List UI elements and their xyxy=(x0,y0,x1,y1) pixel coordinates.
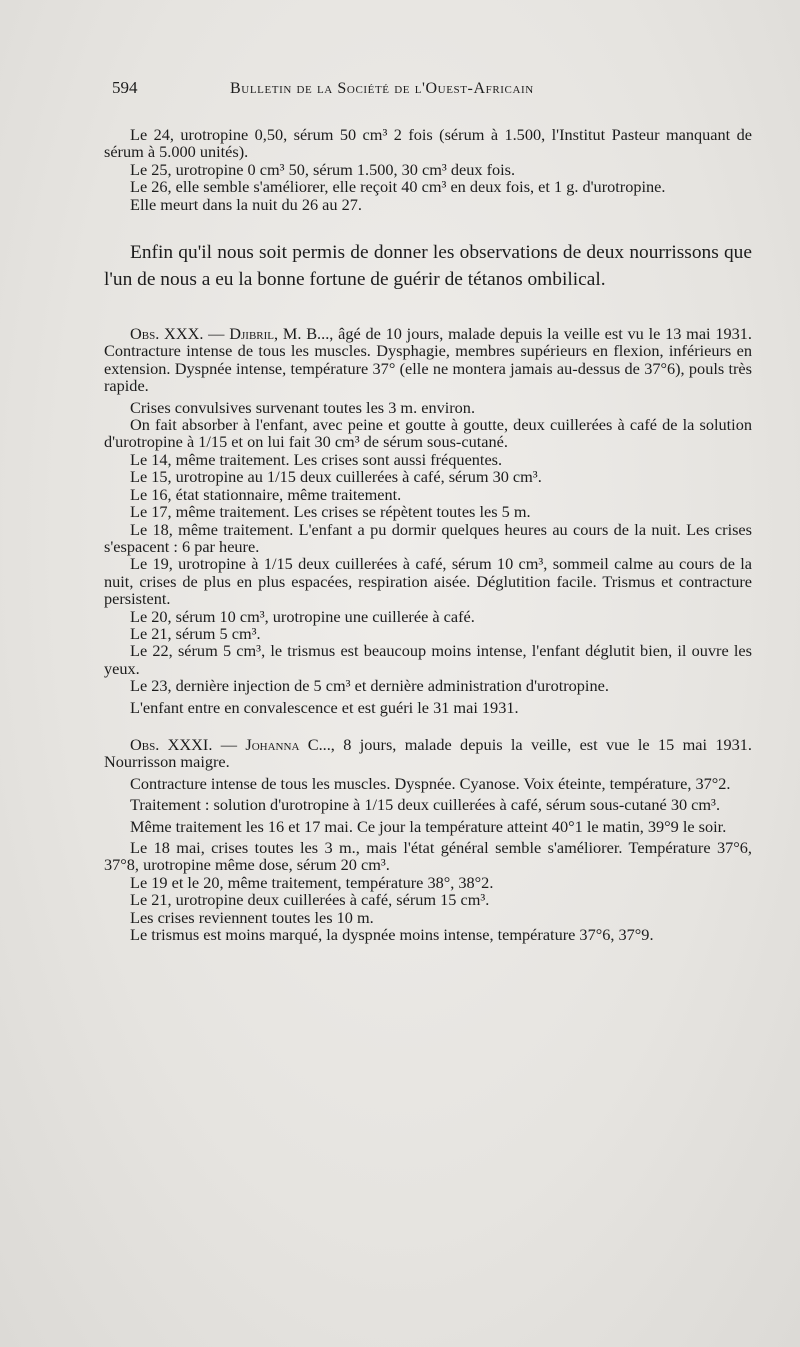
case-end-paragraph: Le 24, urotropine 0,50, sérum 50 cm³ 2 fois (sérum à 1.500, l'Institut Pasteur manquant de sérum à 5.000 unités). xyxy=(104,125,752,162)
obs31-paragraph: Le trismus est moins marqué, la dyspnée moins intense, température 37°6, 37°9. xyxy=(130,925,654,945)
obs31-paragraph: Les crises reviennent toutes les 10 m. xyxy=(130,907,374,927)
case-end-paragraph: Le 25, urotropine 0 cm³ 50, sérum 1.500, 30 cm³ deux fois. xyxy=(130,159,516,179)
obs31-label: Obs. XXXI. — xyxy=(130,734,238,754)
obs31-opening-text: C..., 8 jours, malade depuis la veille, est vue le 15 mai 1931. Nourrisson maigre. xyxy=(104,734,752,772)
obs30-paragraph: Crises convulsives survenant toutes les 3 m. environ. xyxy=(130,397,476,417)
obs30-paragraph: On fait absorber à l'enfant, avec peine et goutte à goutte, deux cuillerées à café de la solution d'urotropine à 1/15 et on lui fait 30 cm³ de sérum sous-cutané. xyxy=(104,415,752,452)
obs30-opening-text: , M. B..., âgé de 10 jours, malade depuis la veille est vu le 13 mai 1931. Contracture intense de tous les muscles. Dysphagie, membres supérieurs en flexion, inférieurs en extension. Dyspnée intense, température 37° (elle ne montera jamais au-dessus de 37°6), pouls très rapide. xyxy=(104,324,752,396)
running-title: Bulletin de la Société de l'Ouest-Africain xyxy=(230,80,534,97)
obs30-paragraph: Le 23, dernière injection de 5 cm³ et dernière administration d'urotropine. xyxy=(130,676,609,696)
obs31-opening xyxy=(104,736,752,771)
obs30-paragraph: Le 22, sérum 5 cm³, le trismus est beaucoup moins intense, l'enfant déglutit bien, il ouvre les yeux. xyxy=(104,641,752,678)
obs31-paragraph: Même traitement les 16 et 17 mai. Ce jour la température atteint 40°1 le matin, 39°9 le soir. xyxy=(130,816,727,836)
obs30-paragraph: Le 15, urotropine au 1/15 deux cuillerées à café, sérum 30 cm³. xyxy=(130,467,542,487)
obs30-paragraph: L'enfant entre en convalescence et est guéri le 31 mai 1931. xyxy=(130,697,519,717)
obs30-paragraph: Le 19, urotropine à 1/15 deux cuillerées à café, sérum 10 cm³, sommeil calme au cours de la nuit, crises de plus en plus espacées, respiration aisée. Déglutition facile. Trismus et contracture persistent. xyxy=(104,554,752,609)
body-text xyxy=(104,126,752,943)
obs30-paragraph: Le 16, état stationnaire, même traitement. xyxy=(130,484,402,504)
obs31-name: Johanna xyxy=(245,734,300,754)
obs30-paragraph: Le 21, sérum 5 cm³. xyxy=(130,623,261,643)
obs31-paragraph: Le 21, urotropine deux cuillerées à café, sérum 15 cm³. xyxy=(130,890,490,910)
obs30-paragraph: Le 17, même traitement. Les crises se répètent toutes les 5 m. xyxy=(130,502,531,522)
case-end-paragraph: Elle meurt dans la nuit du 26 au 27. xyxy=(130,194,362,214)
intro-paragraph: Enfin qu'il nous soit permis de donner les observations de deux nourrissons que l'un de nous a eu la bonne fortune de guérir de tétanos ombilical. xyxy=(104,242,752,291)
obs30-paragraph: Le 14, même traitement. Les crises sont aussi fréquentes. xyxy=(130,449,503,469)
case-end-paragraph: Le 26, elle semble s'améliorer, elle reçoit 40 cm³ en deux fois, et 1 g. d'urotropine. xyxy=(130,177,666,197)
obs31-paragraph: Le 18 mai, crises toutes les 3 m., mais l'état général semble s'améliorer. Température 37°6, 37°8, urotropine même dose, sérum 20 cm³. xyxy=(104,838,752,875)
obs31-paragraph: Traitement : solution d'urotropine à 1/15 deux cuillerées à café, sérum sous-cutané 30 cm³. xyxy=(130,795,721,815)
page-header xyxy=(112,78,752,106)
obs31-paragraph: Contracture intense de tous les muscles. Dyspnée. Cyanose. Voix éteinte, température, 37°2. xyxy=(130,773,731,793)
obs30-opening xyxy=(104,325,752,395)
obs30-paragraph: Le 20, sérum 10 cm³, urotropine une cuillerée à café. xyxy=(130,606,475,626)
obs30-label: Obs. XXX. — xyxy=(130,324,225,344)
obs31-paragraph: Le 19 et le 20, même traitement, température 38°, 38°2. xyxy=(130,872,494,892)
obs30-name: Djibril xyxy=(229,324,275,344)
obs30-paragraph: Le 18, même traitement. L'enfant a pu dormir quelques heures au cours de la nuit. Les crises s'espacent : 6 par heure. xyxy=(104,519,752,556)
page-number: 594 xyxy=(112,78,138,97)
